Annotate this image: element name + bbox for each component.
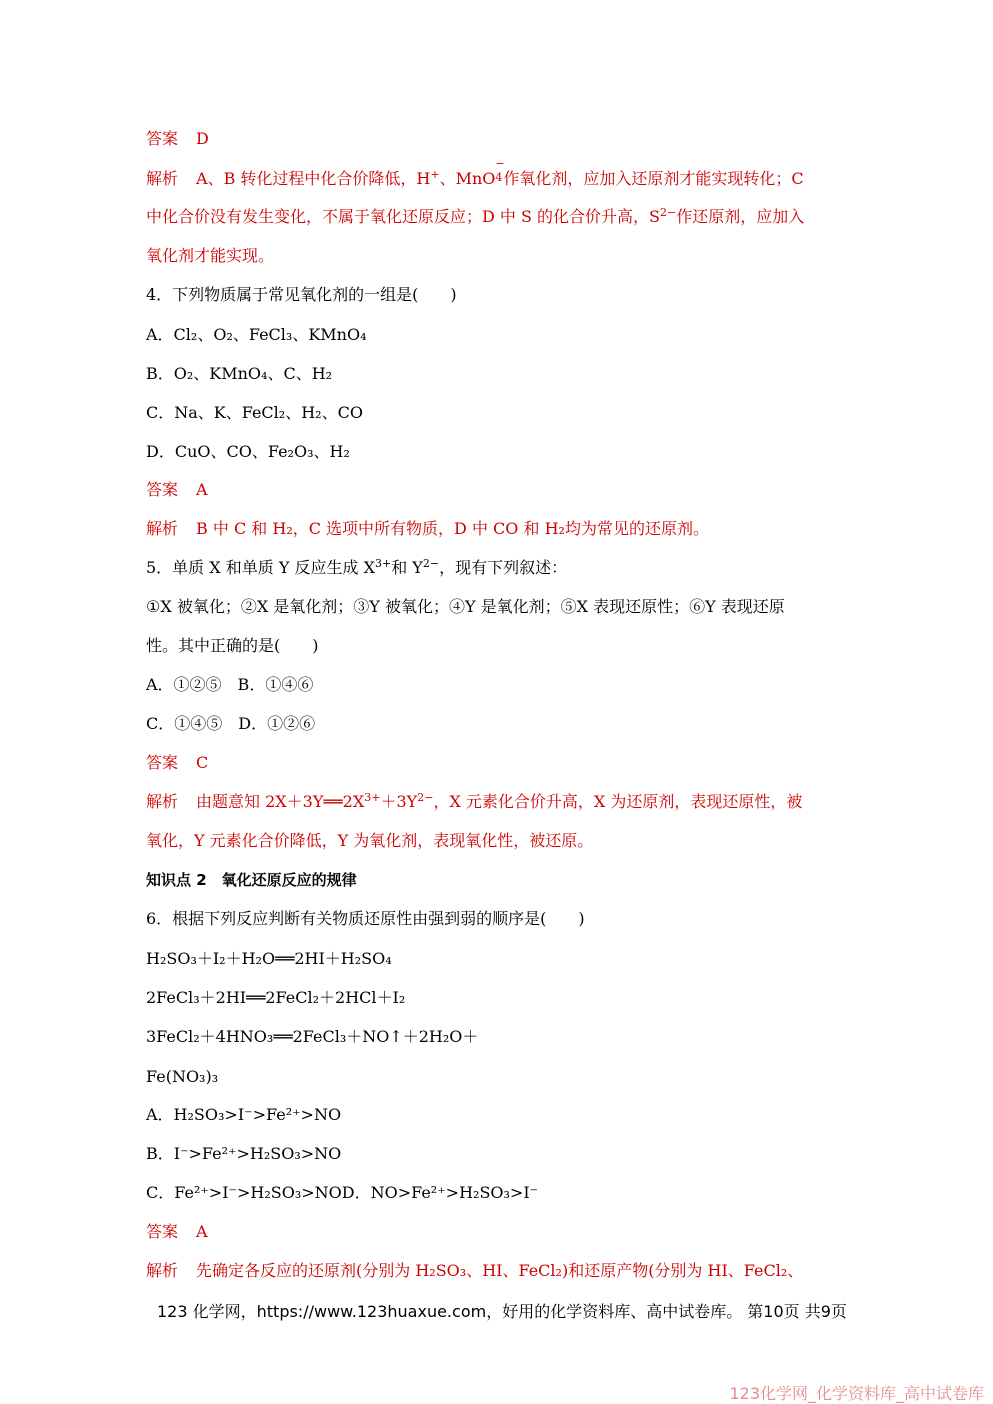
q3-analysis-line-3: 氧化剂才能实现。 [146, 246, 275, 265]
q5-answer-line [146, 752, 208, 774]
page-footer: 123 化学网，https://www.123huaxue.com，好用的化学资料库、高中试卷库。 第10页 共9页 [157, 1302, 847, 1321]
section-heading: 知识点 2 氧化还原反应的规律 [146, 871, 357, 889]
answer-value: D [196, 129, 209, 148]
q5-items-line-1: ①X 被氧化；②X 是氧化剂；③Y 被氧化；④Y 是氧化剂；⑤X 表现还原性；⑥Y 表现还原 [146, 597, 785, 616]
q6-option-a: A．H₂SO₃>I⁻>Fe²⁺>NO [146, 1105, 342, 1124]
watermark: 123化学网_化学资料库_高中试卷库 [729, 1384, 984, 1403]
stem-text: 5．单质 X 和单质 Y 反应生成 X [146, 558, 375, 577]
q6-equation-3-continued: Fe(NO₃)₃ [146, 1067, 219, 1086]
analysis-label: 解析 [146, 792, 179, 811]
q4-stem: 4．下列物质属于常见氧化剂的一组是( ) [146, 285, 457, 304]
q5-options-cd: C．①④⑤ D．①②⑥ [146, 714, 316, 733]
q3-analysis-line-2 [146, 206, 804, 228]
q4-answer-line [146, 479, 208, 501]
q5-items-line-2: 性。其中正确的是( ) [146, 636, 319, 655]
q6-stem: 6．根据下列反应判断有关物质还原性由强到弱的顺序是( ) [146, 909, 585, 928]
q6-option-b: B．I⁻>Fe²⁺>H₂SO₃>NO [146, 1144, 342, 1163]
answer-label: 答案 [146, 129, 179, 148]
q6-analysis-line [146, 1260, 803, 1282]
q5-analysis-line-2: 氧化，Y 元素化合价降低，Y 为氧化剂，表现氧化性，被还原。 [146, 831, 594, 850]
q3-answer-line [146, 128, 209, 150]
q3-analysis-line-1: 解析 A、B 转化过程中化合价降低，H+、MnO − 4 作氧化剂，应加入还原剂才能实现转化；C [146, 157, 804, 188]
analysis-label: 解析 [146, 169, 179, 188]
analysis-text: A、B 转化过程中化合价降低，H [196, 169, 431, 188]
q4-option-c: C．Na、K、FeCl₂、H₂、CO [146, 403, 363, 422]
q6-equation-3: 3FeCl₂＋4HNO₃══2FeCl₃＋NO↑＋2H₂O＋ [146, 1027, 479, 1046]
answer-value: C [196, 753, 209, 772]
analysis-text: ，X 元素化合价升高，X 为还原剂，表现还原性，被 [433, 792, 803, 811]
q5-options-ab: A．①②⑤ B．①④⑥ [146, 675, 314, 694]
q6-equation-1: H₂SO₃＋I₂＋H₂O══2HI＋H₂SO₄ [146, 949, 392, 968]
q4-option-d: D．CuO、CO、Fe₂O₃、H₂ [146, 442, 350, 461]
analysis-text: 先确定各反应的还原剂(分别为 H₂SO₃、HI、FeCl₂)和还原产物(分别为 HI、FeCl₂、 [196, 1261, 804, 1280]
answer-value: A [196, 1222, 208, 1241]
superscript: 2− [417, 791, 434, 804]
q6-equation-2: 2FeCl₃＋2HI══2FeCl₂＋2HCl＋I₂ [146, 988, 406, 1007]
stem-text: 和 Y [391, 558, 423, 577]
q6-options-cd: C．Fe²⁺>I⁻>H₂SO₃>NOD．NO>Fe²⁺>H₂SO₃>I⁻ [146, 1183, 539, 1202]
superscript: + [430, 168, 440, 181]
q4-option-a: A．Cl₂、O₂、FeCl₃、KMnO₄ [146, 325, 367, 344]
analysis-text: 由题意知 2X＋3Y══2X [196, 792, 365, 811]
analysis-text: 、MnO [439, 169, 496, 188]
analysis-text: 中化合价没有发生变化，不属于氧化还原反应；D 中 S 的化合价升高，S [146, 207, 661, 226]
q5-stem [146, 557, 567, 579]
superscript: 3+ [374, 557, 392, 570]
analysis-label: 解析 [146, 519, 179, 538]
analysis-text: 作氧化剂，应加入还原剂才能实现转化；C [503, 169, 804, 188]
superscript: 2− [660, 206, 677, 219]
answer-label: 答案 [146, 1222, 179, 1241]
stem-text: ，现有下列叙述： [439, 558, 568, 577]
superscript: 2− [422, 557, 440, 570]
answer-label: 答案 [146, 480, 179, 499]
analysis-text: 作还原剂，应加入 [676, 207, 805, 226]
answer-label: 答案 [146, 753, 179, 772]
analysis-text: B 中 C 和 H₂，C 选项中所有物质，D 中 CO 和 H₂均为常见的还原剂。 [196, 519, 709, 538]
answer-value: A [196, 480, 208, 499]
analysis-label: 解析 [146, 1261, 179, 1280]
q5-analysis-line-1 [146, 791, 802, 813]
q4-option-b: B．O₂、KMnO₄、C、H₂ [146, 364, 333, 383]
analysis-text: ＋3Y [380, 792, 418, 811]
q6-answer-line [146, 1221, 208, 1243]
superscript: 3+ [364, 791, 381, 804]
q4-analysis-line [146, 518, 709, 540]
